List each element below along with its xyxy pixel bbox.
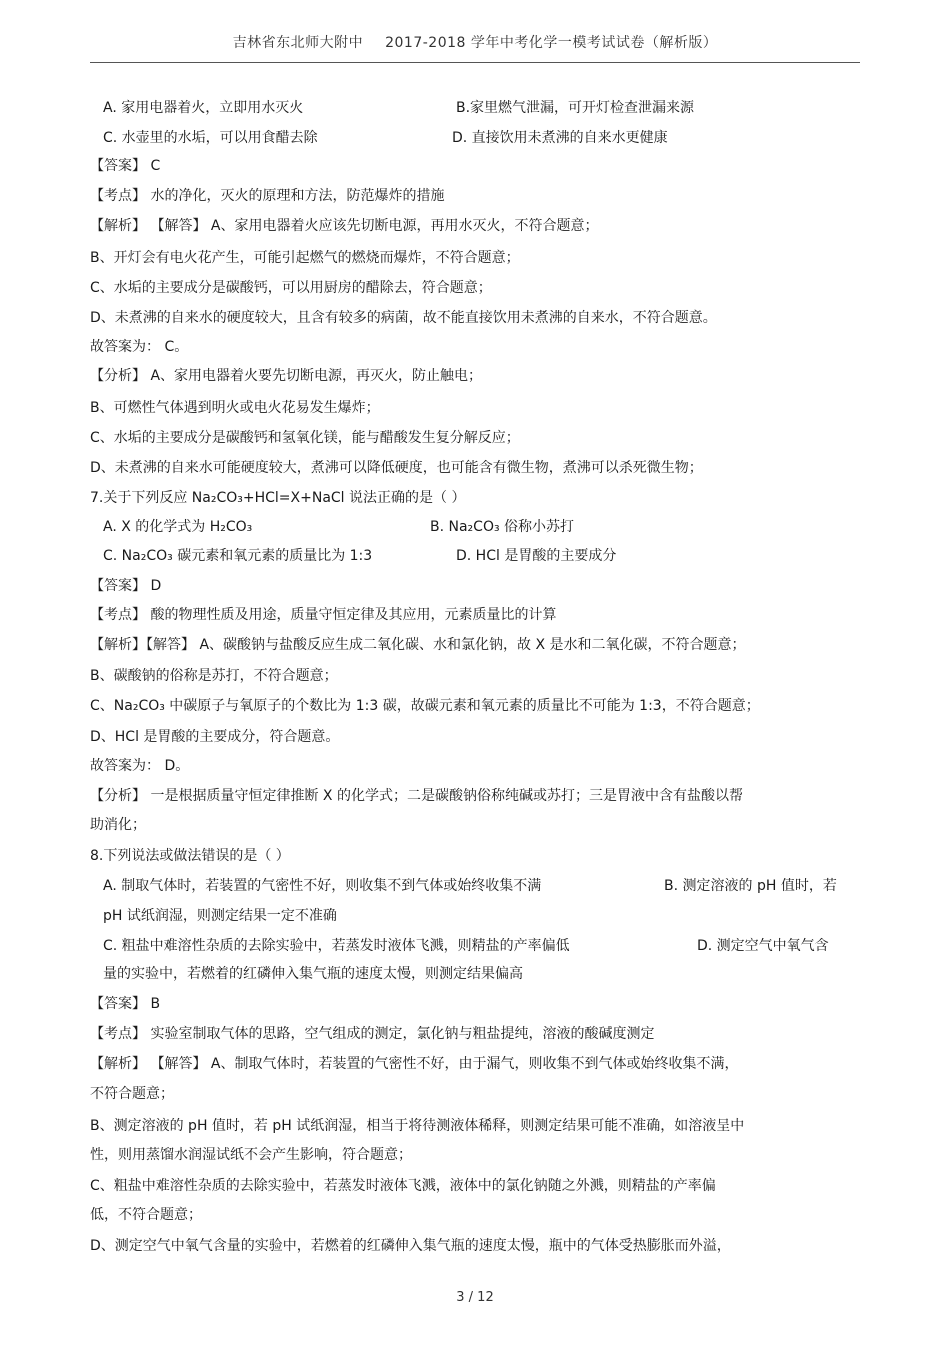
q7-option-c: C. Na₂CO₃ 碳元素和氧元素的质量比为 1:3: [103, 548, 373, 564]
q8-option-a: A. 制取气体时，若装置的气密性不好，则收集不到气体或始终收集不满: [103, 878, 542, 894]
header-title: 2017-2018 学年中考化学一模考试试卷（解析版）: [385, 35, 718, 51]
q8-analysis-line: D、测定空气中氧气含量的实验中，若燃着的红磷伸入集气瓶的速度太慢，瓶中的气体受热膨胀而外溢，: [90, 1238, 731, 1254]
q8-analysis-line: C、粗盐中难溶性杂质的去除实验中，若蒸发时液体飞溅，液体中的氯化钠随之外溅，则精盐的产率偏: [90, 1178, 716, 1194]
q7-answer: 【答案】 D: [90, 578, 162, 594]
q8-analysis-line: B、测定溶液的 pH 值时，若 pH 试纸润湿，相当于将待测液体稀释，则测定结果可能不准确，如溶液呈中: [90, 1118, 745, 1134]
q8-answer: 【答案】 B: [90, 996, 161, 1012]
q6-analysis-line: B、开灯会有电火花产生，可能引起燃气的燃烧而爆炸，不符合题意；: [90, 250, 520, 266]
q6-fenxi-line: D、未煮沸的自来水可能硬度较大，煮沸可以降低硬度，也可能含有微生物，煮沸可以杀死微生物；: [90, 460, 703, 476]
q8-option-b: B. 测定溶液的 pH 值时，若: [664, 878, 837, 894]
q6-final-answer: 故答案为： C。: [90, 339, 189, 355]
q6-option-c: C. 水壶里的水垢，可以用食醋去除: [103, 130, 318, 146]
q7-fenxi-line: 助消化；: [90, 817, 146, 833]
q6-kaodian: 【考点】 水的净化，灭火的原理和方法，防范爆炸的措施: [90, 188, 445, 204]
q7-analysis-line: B、碳酸钠的俗称是苏打，不符合题意；: [90, 668, 338, 684]
q7-option-b: B. Na₂CO₃ 俗称小苏打: [430, 519, 575, 535]
q6-analysis-line: 【解析】 【解答】 A、家用电器着火应该先切断电源，再用水灭火，不符合题意；: [90, 218, 599, 234]
q8-kaodian: 【考点】 实验室制取气体的思路，空气组成的测定，氯化钠与粗盐提纯，溶液的酸碱度测定: [90, 1026, 655, 1042]
q6-option-d: D. 直接饮用未煮沸的自来水更健康: [452, 130, 668, 146]
q8-option-d: D. 测定空气中氧气含: [697, 938, 829, 954]
q6-analysis-line: D、未煮沸的自来水的硬度较大，且含有较多的病菌，故不能直接饮用未煮沸的自来水，不符合题意。: [90, 310, 717, 326]
q7-kaodian: 【考点】 酸的物理性质及用途，质量守恒定律及其应用，元素质量比的计算: [90, 607, 557, 623]
q6-fenxi-line: B、可燃性气体遇到明火或电火花易发生爆炸；: [90, 400, 380, 416]
q7-final-answer: 故答案为： D。: [90, 758, 190, 774]
q8-stem: 8.下列说法或做法错误的是（ ）: [90, 848, 290, 864]
header-school: 吉林省东北师大附中: [232, 35, 364, 51]
header-divider: [90, 62, 860, 63]
q8-analysis-line: 【解析】 【解答】 A、制取气体时，若装置的气密性不好，由于漏气，则收集不到气体或始终收集不满，: [90, 1056, 739, 1072]
q6-analysis-line: C、水垢的主要成分是碳酸钙，可以用厨房的醋除去，符合题意；: [90, 280, 492, 296]
q7-option-d: D. HCl 是胃酸的主要成分: [456, 548, 617, 564]
q7-fenxi-line: 【分析】 一是根据质量守恒定律推断 X 的化学式；二是碳酸钠俗称纯碱或苏打；三是胃液中含有盐酸以帮: [90, 788, 743, 804]
q7-stem: 7.关于下列反应 Na₂CO₃+HCl=X+NaCl 说法正确的是（ ）: [90, 490, 466, 506]
q6-option-a: A. 家用电器着火，立即用水灭火: [103, 100, 304, 116]
q8-analysis-line: 低，不符合题意；: [90, 1207, 202, 1223]
q6-fenxi-line: C、水垢的主要成分是碳酸钙和氢氧化镁，能与醋酸发生复分解反应；: [90, 430, 520, 446]
q6-option-b: B.家里燃气泄漏，可开灯检查泄漏来源: [456, 100, 695, 116]
q8-option-c: C. 粗盐中难溶性杂质的去除实验中，若蒸发时液体飞溅，则精盐的产率偏低: [103, 938, 570, 954]
q6-fenxi-line: 【分析】 A、家用电器着火要先切断电源，再灭火，防止触电；: [90, 368, 483, 384]
page-header: [90, 32, 860, 52]
q7-analysis-line: C、Na₂CO₃ 中碳原子与氧原子的个数比为 1:3 碳，故碳元素和氧元素的质量比不可能为 1:3，不符合题意；: [90, 698, 760, 714]
q6-answer: 【答案】 C: [90, 158, 161, 174]
q8-option-d-cont: 量的实验中，若燃着的红磷伸入集气瓶的速度太慢，则测定结果偏高: [103, 966, 523, 982]
q7-analysis-line: 【解析】【解答】 A、碳酸钠与盐酸反应生成二氧化碳、水和氯化钠，故 X 是水和二氧化碳，不符合题意；: [90, 637, 746, 653]
q7-analysis-line: D、HCl 是胃酸的主要成分，符合题意。: [90, 729, 340, 745]
q8-option-b-cont: pH 试纸润湿，则测定结果一定不准确: [103, 908, 337, 924]
q8-analysis-line: 不符合题意；: [90, 1086, 174, 1102]
q8-analysis-line: 性，则用蒸馏水润湿试纸不会产生影响，符合题意；: [90, 1147, 412, 1163]
page-number: 3 / 12: [456, 1290, 494, 1305]
q7-option-a: A. X 的化学式为 H₂CO₃: [103, 519, 253, 535]
